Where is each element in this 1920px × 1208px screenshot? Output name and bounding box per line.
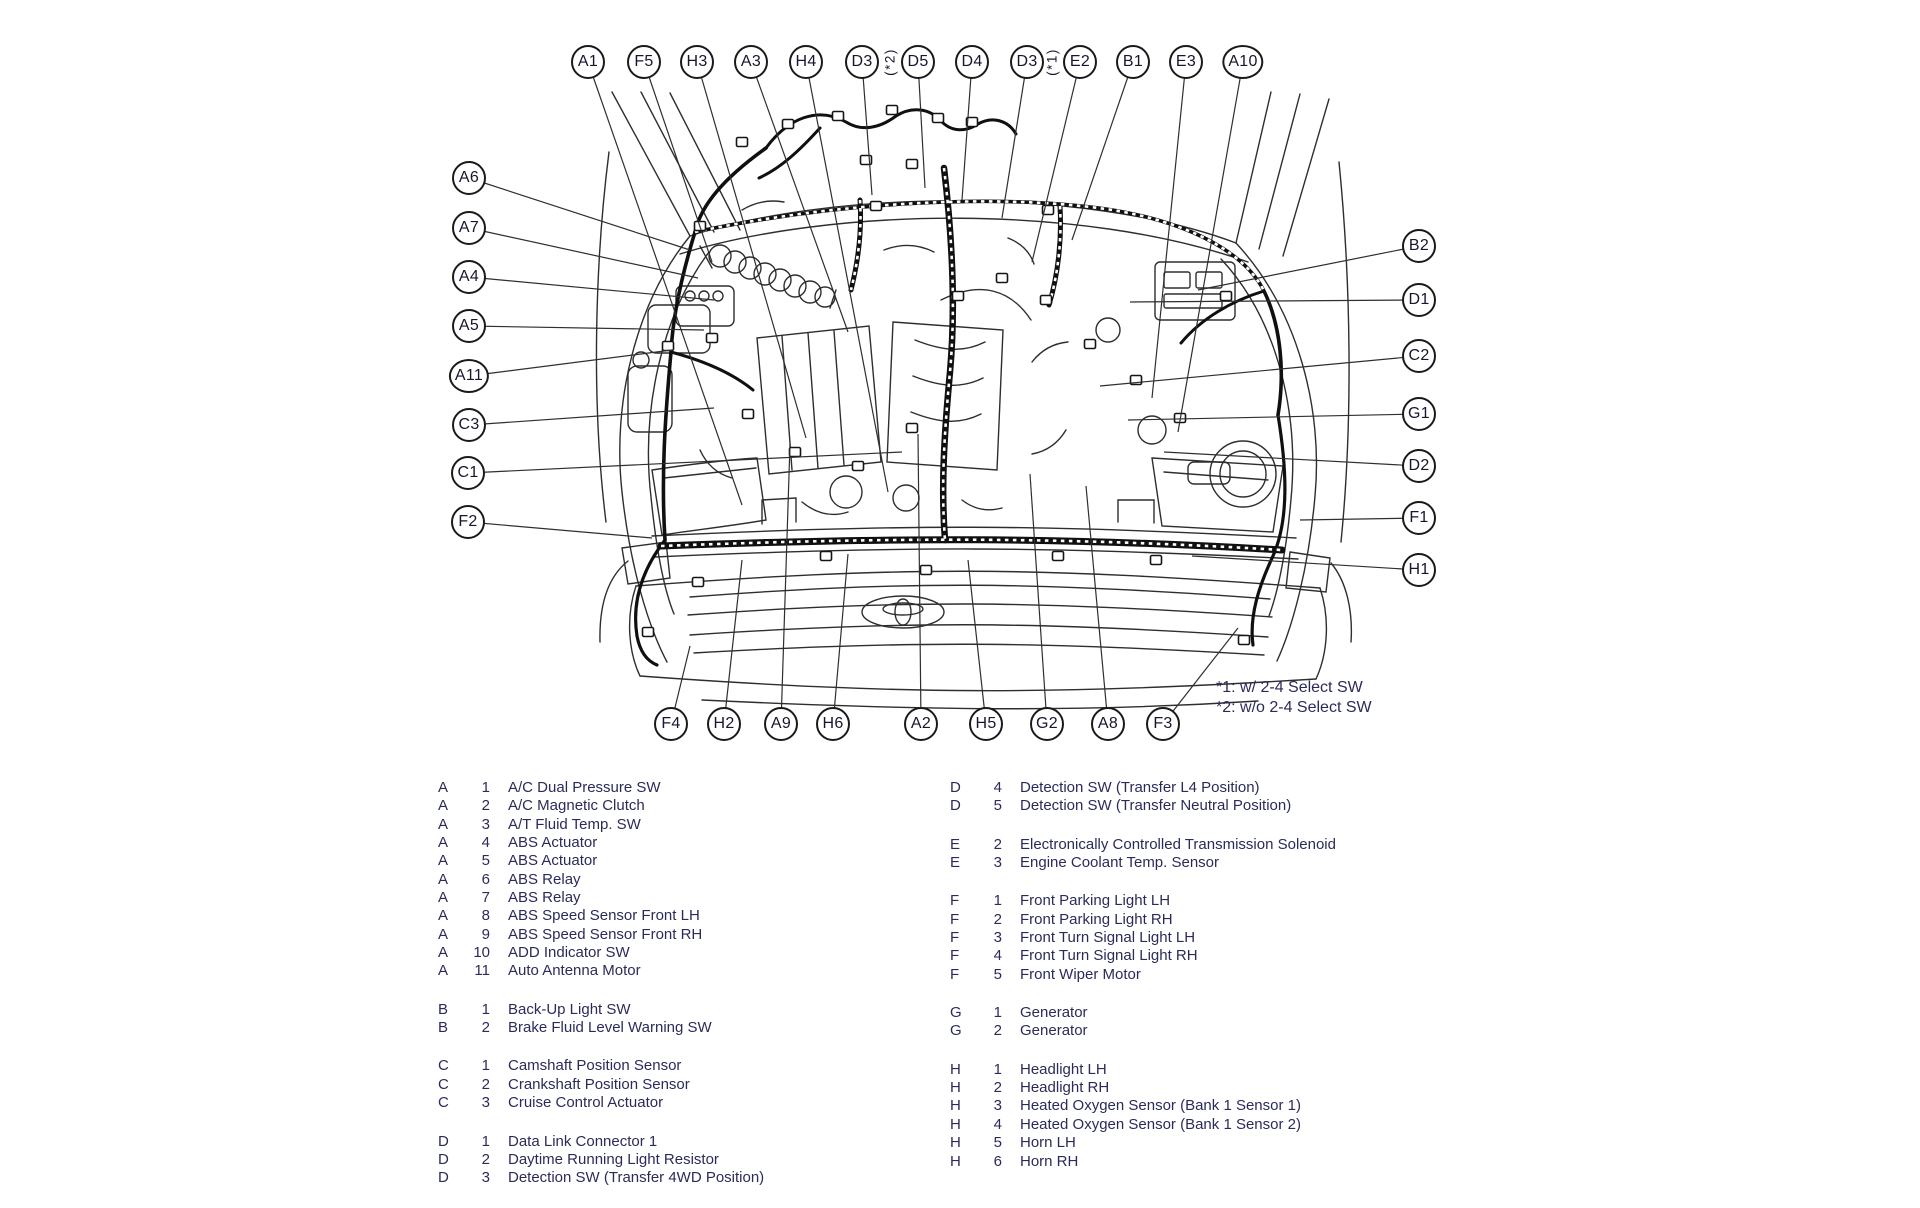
legend-row: [950, 1022, 1336, 1040]
leader-line-a10: [1178, 62, 1243, 432]
callout-g2: G2: [1030, 707, 1064, 741]
legend-code-number: 5: [993, 797, 1002, 815]
legend-code-number: 3: [993, 929, 1002, 947]
legend-code-letter: C: [438, 1057, 449, 1075]
callout-f4: F4: [654, 707, 688, 741]
legend-code-number: 9: [481, 925, 490, 943]
legend-code-letter: H: [950, 1097, 961, 1115]
leader-line-d1: [1130, 300, 1419, 302]
legend-code-number: 1: [481, 779, 490, 796]
legend-component-name: Headlight RH: [1020, 1079, 1110, 1097]
legend-component-name: Horn LH: [1020, 1134, 1076, 1152]
legend-code-number: 3: [481, 815, 490, 833]
legend-component-name: ADD Indicator SW: [508, 944, 630, 962]
legend-code-number: 1: [481, 1000, 490, 1018]
legend-row: [950, 1097, 1336, 1115]
legend-code-letter: F: [950, 910, 960, 928]
legend-component-name: Data Link Connector 1: [508, 1132, 658, 1150]
legend-component-name: Daytime Running Light Resistor: [508, 1150, 719, 1168]
footnotes: [1216, 678, 1372, 717]
leader-line-h6: [833, 554, 848, 724]
footnote-marker: (*2): [882, 48, 898, 76]
callout-h4: H4: [789, 45, 823, 79]
legend-component-name: ABS Actuator: [508, 834, 598, 852]
legend-row: [438, 1019, 764, 1037]
callout-f2: F2: [451, 505, 485, 539]
callout-f5: F5: [627, 45, 661, 79]
legend-row: [950, 797, 1336, 815]
legend-component-name: A/C Magnetic Clutch: [508, 797, 645, 815]
legend-code-number: 2: [993, 1022, 1002, 1040]
legend-row: [438, 1151, 764, 1169]
legend-code-letter: D: [950, 797, 961, 815]
legend-code-letter: F: [950, 947, 960, 965]
legend-row: [438, 779, 764, 797]
legend-code-number: 4: [993, 947, 1002, 965]
callout-c3: C3: [452, 408, 486, 442]
callout-a10: A10: [1222, 45, 1263, 79]
legend-component-name: A/T Fluid Temp. SW: [508, 815, 641, 833]
callout-d3: D3: [845, 45, 879, 79]
legend-code-letter: G: [950, 1022, 962, 1040]
callout-d3: D3: [1010, 45, 1044, 79]
legend-code-number: 2: [481, 797, 490, 815]
legend-code-letter: A: [438, 962, 449, 980]
leader-line-a6: [469, 178, 690, 250]
legend-code-letter: H: [950, 1152, 961, 1170]
legend-code-number: 3: [481, 1094, 490, 1112]
legend-code-number: 10: [473, 944, 490, 962]
legend-code-number: 3: [993, 1097, 1002, 1115]
callout-g1: G1: [1402, 397, 1436, 431]
callout-c2: C2: [1402, 339, 1436, 373]
legend-code-number: 2: [481, 1019, 490, 1037]
legend-code-number: 5: [481, 852, 490, 870]
callout-h5: H5: [969, 707, 1003, 741]
legend-component-name: Camshaft Position Sensor: [508, 1057, 682, 1075]
leader-line-a2: [918, 434, 921, 724]
legend-right-column: [950, 779, 1336, 1191]
legend-row: [950, 779, 1336, 797]
legend-code-letter: D: [438, 1150, 449, 1168]
legend-code-number: 2: [481, 1150, 490, 1168]
legend-code-number: 2: [993, 1079, 1002, 1097]
legend-code-letter: A: [438, 870, 449, 888]
legend-row: [438, 852, 764, 870]
legend-component-name: Heated Oxygen Sensor (Bank 1 Sensor 1): [1020, 1097, 1301, 1115]
legend-section: [438, 1001, 764, 1038]
leader-line-f5: [644, 62, 712, 262]
legend-code-letter: G: [950, 1004, 962, 1022]
legend-code-letter: D: [438, 1132, 449, 1150]
legend-code-letter: A: [438, 815, 449, 833]
legend-code-number: 2: [993, 910, 1002, 928]
callout-a7: A7: [452, 211, 486, 245]
legend-row: [950, 947, 1336, 965]
leader-line-c2: [1100, 356, 1419, 386]
legend-left-column: [438, 779, 764, 1208]
legend-component-name: ABS Relay: [508, 889, 581, 907]
legend-code-letter: B: [438, 1000, 449, 1018]
legend-code-letter: C: [438, 1094, 449, 1112]
callout-a1: A1: [571, 45, 605, 79]
leader-line-g2: [1030, 474, 1047, 724]
callout-f3: F3: [1146, 707, 1180, 741]
legend-row: [950, 1153, 1336, 1171]
leader-line-g1: [1128, 414, 1419, 420]
legend-code-number: 5: [993, 1134, 1002, 1152]
legend-component-name: Front Wiper Motor: [1020, 965, 1141, 983]
legend-row: [438, 944, 764, 962]
legend-row: [438, 1094, 764, 1112]
legend-code-letter: D: [950, 779, 961, 796]
legend-component-name: Generator: [1020, 1022, 1088, 1040]
legend-code-letter: B: [438, 1019, 449, 1037]
legend-component-name: Detection SW (Transfer 4WD Position): [508, 1169, 765, 1187]
legend-row: [438, 889, 764, 907]
footnote-marker: (*1): [1044, 48, 1060, 76]
legend-section: [438, 1057, 764, 1112]
legend-component-name: ABS Actuator: [508, 852, 598, 870]
legend-section: [950, 836, 1336, 873]
callout-d4: D4: [955, 45, 989, 79]
legend-row: [438, 1001, 764, 1019]
legend-code-number: 1: [993, 892, 1002, 910]
legend-row: [438, 1057, 764, 1075]
legend-code-number: 2: [993, 835, 1002, 853]
legend-code-letter: A: [438, 779, 449, 796]
footnote-2: *2: w/o 2-4 Select SW: [1216, 698, 1372, 716]
callout-a4: A4: [452, 260, 486, 294]
legend-code-letter: C: [438, 1075, 449, 1093]
legend-code-number: 1: [993, 1060, 1002, 1078]
callout-d2: D2: [1402, 449, 1436, 483]
legend-code-letter: F: [950, 965, 960, 983]
legend-code-letter: H: [950, 1115, 961, 1133]
leader-line-c1: [468, 452, 902, 473]
footnote-1: *1: w/ 2-4 Select SW: [1216, 679, 1363, 696]
legend-row: [438, 834, 764, 852]
legend-component-name: ABS Relay: [508, 870, 581, 888]
legend-code-letter: E: [950, 854, 961, 872]
legend-section: [438, 1133, 764, 1188]
callout-h2: H2: [707, 707, 741, 741]
legend-row: [438, 871, 764, 889]
legend-row: [950, 1079, 1336, 1097]
legend-code-number: 7: [481, 889, 490, 907]
legend-code-letter: A: [438, 889, 449, 907]
legend-code-number: 6: [481, 870, 490, 888]
leader-line-e3: [1152, 62, 1186, 398]
callout-a9: A9: [764, 707, 798, 741]
legend-row: [950, 892, 1336, 910]
legend-row: [438, 962, 764, 980]
legend-code-number: 11: [474, 962, 490, 980]
legend-section: [950, 1061, 1336, 1171]
leader-line-a8: [1086, 486, 1108, 724]
callout-h1: H1: [1402, 553, 1436, 587]
leader-line-d2: [1164, 452, 1419, 466]
legend-section: [950, 1004, 1336, 1041]
legend-row: [950, 836, 1336, 854]
leader-line-h2: [724, 560, 742, 724]
legend-row: [950, 929, 1336, 947]
legend-row: [950, 854, 1336, 872]
legend-section: [950, 779, 1336, 816]
legend-row: [950, 1004, 1336, 1022]
legend-code-number: 1: [481, 1057, 490, 1075]
legend-row: [950, 911, 1336, 929]
leader-line-f2: [468, 522, 652, 538]
legend-row: [438, 1169, 764, 1187]
legend-code-letter: H: [950, 1079, 961, 1097]
legend-component-name: Detection SW (Transfer L4 Position): [1020, 779, 1260, 796]
legend-code-number: 4: [481, 834, 490, 852]
legend-code-letter: F: [950, 929, 960, 947]
legend-component-name: Cruise Control Actuator: [508, 1094, 664, 1112]
legend-code-letter: H: [950, 1060, 961, 1078]
legend-row: [438, 926, 764, 944]
legend-code-number: 4: [993, 1115, 1002, 1133]
leader-line-a7: [469, 228, 698, 278]
callout-h6: H6: [816, 707, 850, 741]
legend-component-name: Horn RH: [1020, 1152, 1079, 1170]
callout-c1: C1: [451, 456, 485, 490]
leader-line-d3: [1002, 62, 1027, 218]
legend-code-number: 1: [993, 1004, 1002, 1022]
legend-section: [438, 779, 764, 981]
legend-row: [950, 1061, 1336, 1079]
legend-code-letter: D: [438, 1169, 449, 1187]
legend-component-name: A/C Dual Pressure SW: [508, 779, 661, 796]
callout-b1: B1: [1116, 45, 1150, 79]
legend-component-name: Front Turn Signal Light RH: [1020, 947, 1198, 965]
legend-code-number: 2: [481, 1075, 490, 1093]
legend-component-name: ABS Speed Sensor Front LH: [508, 907, 700, 925]
callout-b2: B2: [1402, 229, 1436, 263]
legend-code-letter: F: [950, 892, 960, 910]
wiring-harness: [636, 110, 1285, 665]
legend-row: [950, 966, 1336, 984]
legend-component-name: Electronically Controlled Transmission Solenoid: [1020, 835, 1336, 853]
legend-component-name: Front Turn Signal Light LH: [1020, 929, 1196, 947]
legend-code-letter: A: [438, 852, 449, 870]
leader-line-a11: [469, 350, 672, 376]
callout-d5: D5: [901, 45, 935, 79]
callout-a11: A11: [449, 359, 489, 393]
legend-code-number: 3: [481, 1169, 490, 1187]
legend-code-letter: A: [438, 834, 449, 852]
legend-row: [438, 1076, 764, 1094]
leader-line-h3: [697, 62, 806, 438]
callout-a3: A3: [734, 45, 768, 79]
legend-code-number: 4: [993, 779, 1002, 796]
legend-row: [950, 1134, 1336, 1152]
legend-code-number: 5: [993, 965, 1002, 983]
callout-h3: H3: [680, 45, 714, 79]
callout-d1: D1: [1402, 283, 1436, 317]
callout-e3: E3: [1169, 45, 1203, 79]
legend-code-number: 6: [993, 1152, 1002, 1170]
legend-row: [438, 816, 764, 834]
legend-component-name: Generator: [1020, 1004, 1088, 1022]
legend-component-name: Crankshaft Position Sensor: [508, 1075, 690, 1093]
legend-component-name: Headlight LH: [1020, 1060, 1107, 1078]
legend-code-number: 3: [993, 854, 1002, 872]
legend-component-name: ABS Speed Sensor Front RH: [508, 925, 703, 943]
leader-line-e2: [1032, 62, 1080, 262]
legend-row: [950, 1116, 1336, 1134]
legend-component-name: Brake Fluid Level Warning SW: [508, 1019, 712, 1037]
legend-row: [438, 1133, 764, 1151]
callout-a2: A2: [904, 707, 938, 741]
legend-component-name: Heated Oxygen Sensor (Bank 1 Sensor 2): [1020, 1115, 1301, 1133]
leader-line-c3: [469, 408, 714, 425]
callout-e2: E2: [1063, 45, 1097, 79]
legend-component-name: Detection SW (Transfer Neutral Position): [1020, 797, 1292, 815]
legend-code-number: 1: [481, 1132, 490, 1150]
legend-row: [438, 907, 764, 925]
legend-component-name: Front Parking Light LH: [1020, 892, 1171, 910]
leader-line-a9: [781, 444, 790, 724]
legend-code-letter: A: [438, 797, 449, 815]
leader-line-d5: [918, 62, 925, 188]
legend-component-name: Engine Coolant Temp. Sensor: [1020, 854, 1220, 872]
legend-component-name: Front Parking Light RH: [1020, 910, 1173, 928]
legend-code-letter: H: [950, 1134, 961, 1152]
legend-code-letter: A: [438, 907, 449, 925]
legend-component-name: Back-Up Light SW: [508, 1000, 631, 1018]
callout-f1: F1: [1402, 501, 1436, 535]
legend-component-name: Auto Antenna Motor: [508, 962, 641, 980]
legend-section: [950, 892, 1336, 984]
legend-code-number: 8: [481, 907, 490, 925]
callout-a5: A5: [452, 309, 486, 343]
callout-a8: A8: [1091, 707, 1125, 741]
legend-code-letter: A: [438, 944, 449, 962]
legend-code-letter: E: [950, 835, 961, 853]
callout-a6: A6: [452, 161, 486, 195]
legend-row: [438, 797, 764, 815]
legend-code-letter: A: [438, 925, 449, 943]
